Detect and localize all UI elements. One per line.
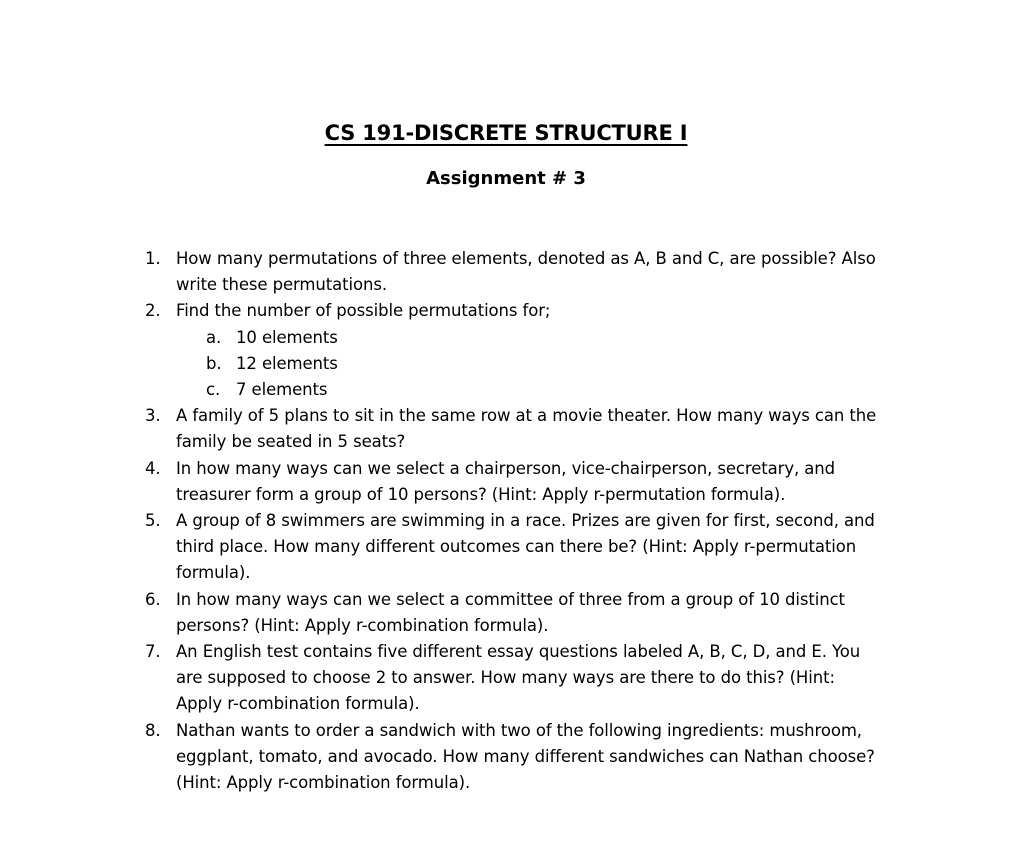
- question-list: [0, 246, 1012, 796]
- subitem-letter: a.: [206, 327, 222, 347]
- question-number: 7.: [145, 642, 161, 662]
- question-text: In how many ways can we select a committee of three from a group of 10 distinct persons? (Hint: Apply r-combination formula).: [176, 589, 845, 635]
- question-item-3: [0, 403, 886, 455]
- question-item-1: [0, 246, 886, 298]
- subitem-text: 7 elements: [236, 380, 328, 400]
- document-subtitle: Assignment # 3: [426, 168, 586, 189]
- question-number: 5.: [145, 511, 161, 531]
- subitem-letter: b.: [206, 353, 222, 373]
- subitem-a: [0, 325, 1012, 351]
- question-number: 4.: [145, 458, 161, 478]
- question-text: Find the number of possible permutations for;: [176, 301, 551, 321]
- subitem-c: [0, 377, 1012, 403]
- subitem-text: 12 elements: [236, 353, 338, 373]
- question-text: How many permutations of three elements, denoted as A, B and C, are possible? Also write these permutations.: [176, 249, 876, 295]
- question-number: 1.: [145, 249, 161, 268]
- subitem-b: [0, 351, 1012, 377]
- document-title: CS 191-DISCRETE STRUCTURE I: [324, 121, 688, 145]
- question-item-5: [0, 508, 886, 587]
- subitem-letter: c.: [206, 380, 221, 400]
- subitem-text: 10 elements: [236, 327, 338, 347]
- question-number: 6.: [145, 589, 161, 609]
- question-number: 3.: [145, 406, 161, 426]
- question-text: A group of 8 swimmers are swimming in a race. Prizes are given for first, second, and third place. How many different outcomes can there be? (Hint: Apply r-permutation formula).: [176, 511, 875, 583]
- question-text: An English test contains five different essay questions labeled A, B, C, D, and E. You are supposed to choose 2 to answer. How many ways are there to do this? (Hint: Apply r-combination formula).: [176, 642, 861, 714]
- question-item-4: [0, 456, 886, 508]
- question-item-7: [0, 639, 886, 718]
- question-item-2: [0, 298, 886, 324]
- question-number: 8.: [145, 720, 161, 740]
- question-item-8: [0, 718, 886, 797]
- question-text: Nathan wants to order a sandwich with two of the following ingredients: mushroom, eggplant, tomato, and avocado. How many different sandwiches can Nathan choose? (Hint: Apply r-combination formula).: [176, 720, 875, 793]
- question-text: In how many ways can we select a chairperson, vice-chairperson, secretary, and treasurer form a group of 10 persons? (Hint: Apply r-permutation formula).: [176, 458, 836, 504]
- question-number: 2.: [145, 301, 161, 321]
- question-text: A family of 5 plans to sit in the same row at a movie theater. How many ways can the family be seated in 5 seats?: [176, 406, 877, 452]
- question-item-6: [0, 587, 886, 639]
